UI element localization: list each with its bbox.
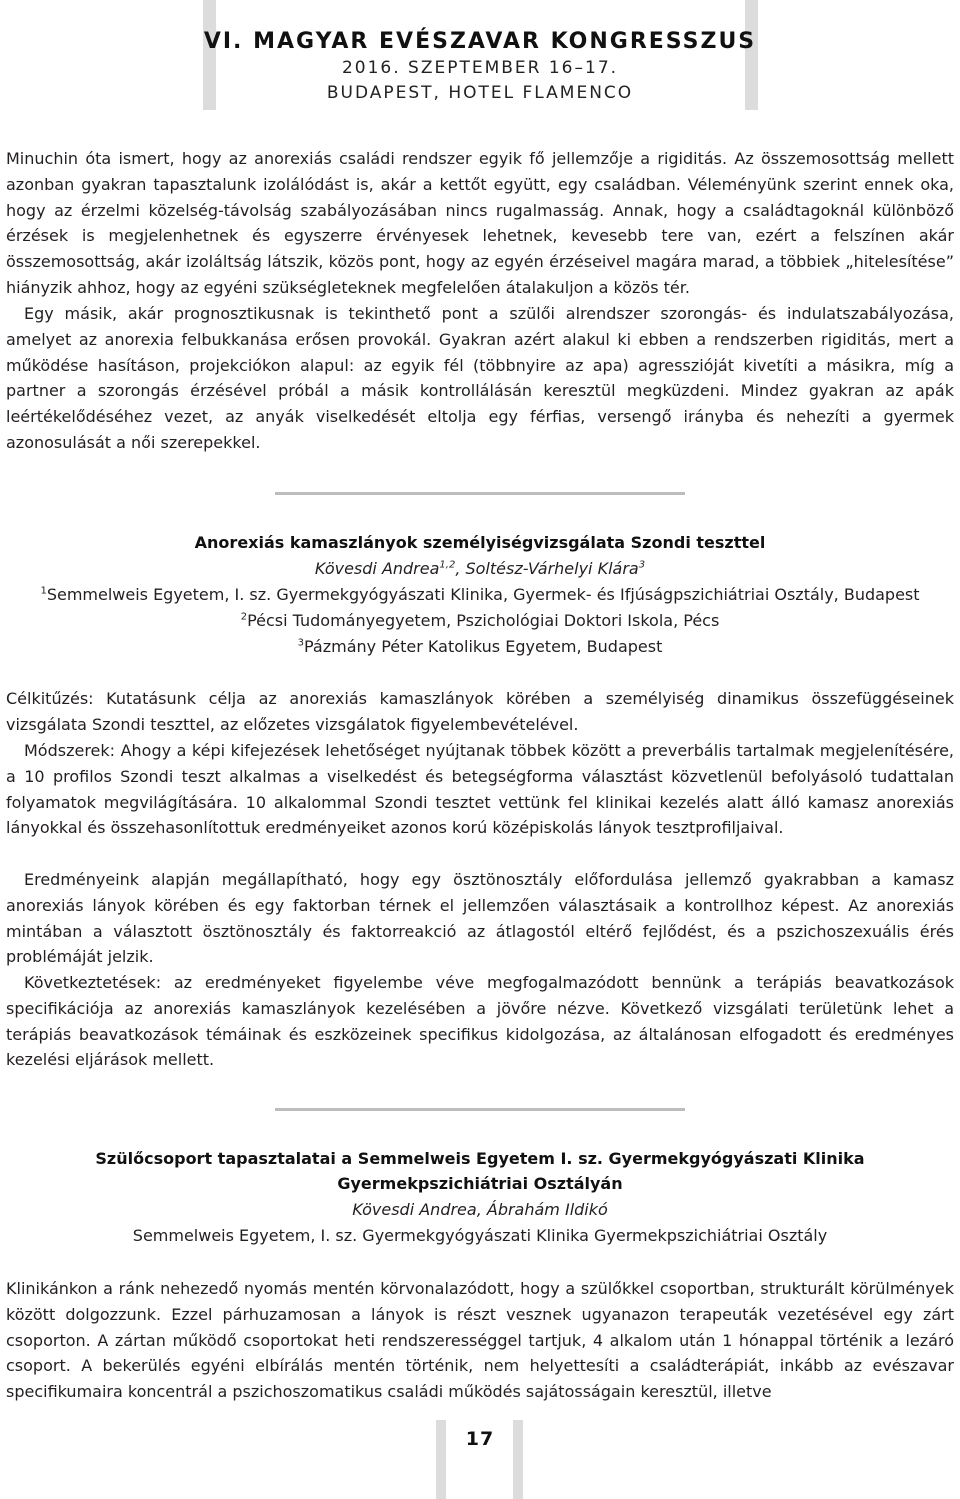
abstract-1-results: Eredményeink alapján megállapítható, hogy egy ösztönosztály előfordulása jellemző gyakrabban a kamasz anorexiás lányok körében és egy faktorban térnek el jellemzően választásaik a kontrollhoz képest. Az anorexiás mintában a választott ösztönosztály és faktorreakció az átlagostól eltérő fejlődést, és a pszichoszexuális érés problémáját jelzik. (6, 870, 954, 967)
abstract-1-affiliation-1: $^1$Semmelweis Egyetem, I. sz. Gyermekgyógyászati Klinika, Gyermek- és Ifjúságpszichiátriai Osztály, Budapest (40, 585, 920, 604)
abstract-1-affiliation-2: $^2$Pécsi Tudományegyetem, Pszichológiai Doktori Iskola, Pécs (240, 611, 720, 630)
page-header (0, 28, 960, 106)
conclusion-label: Következtetések: (24, 973, 162, 992)
aim-label: Célkitűzés: (6, 689, 94, 708)
page-number: 17 (465, 1428, 495, 1450)
abstract-2-body: Klinikánkon a ránk nehezedő nyomás mentén körvonalazódott, hogy a szülőkkel csoportban, strukturált körülmények között dolgozzunk. Ezzel párhuzamosan a lányok is részt vesznek ugyanazon terapeuták vezetésével egy zárt csoporton. A zártan működő csoportokat heti rendszerességgel tartjuk, 4 alkalom után 1 hónappal történik a lezáró csoport. A bekerülés egyéni elbírálás mentén történik, nem helyettesíti a családterápiát, inkább az evészavar specifikumaira koncentrál a pszichoszomatikus családi működés sajátosságain keresztül, illetve (6, 1279, 954, 1402)
abstract-2-affiliation: Semmelweis Egyetem, I. sz. Gyermekgyógyászati Klinika Gyermekpszichiátriai Osztály (132, 1226, 828, 1245)
section-divider (275, 492, 685, 495)
abstract-1-methods: Módszerek: Ahogy a képi kifejezések lehetőséget nyújtanak többek között a preverbális tartalmak megjelenítésére, a 10 profilos Szondi teszt alkalmas a viselkedést és betegségforma választást közvetlenül befolyásoló tudattalan folyamatok megvilágítására. 10 alkalommal Szondi tesztet vettünk fel klinikai kezelés alatt álló kamasz anorexiás lányokkal és összehasonlítottuk eredményeiket azonos korú középiskolás lányok tesztprofiljaival. (6, 741, 954, 838)
abstract-2-title-line-2: Gyermekpszichiátriai Osztályán (337, 1174, 623, 1193)
abstract-2-authors: Kövesdi Andrea, Ábrahám Ildikó (352, 1200, 608, 1219)
abstract-1-aim: Célkitűzés: Kutatásunk célja az anorexiás kamaszlányok körében a személyiség dinamikus összefüggéseinek vizsgálata Szondi teszttel, az előzetes vizsgálatok figyelembevételével. (6, 689, 954, 734)
methods-label: Módszerek: (24, 741, 116, 760)
conference-title: VI. MAGYAR EVÉSZAVAR KONGRESSZUS (203, 29, 757, 54)
section-divider (275, 1108, 685, 1111)
intro-paragraph-1: Minuchin óta ismert, hogy az anorexiás családi rendszer egyik fő jellemzője a rigiditás. Az összemosottság mellett azonban gyakran tapasztalunk izolálódást is, akár a kettőt együtt, egy családban. Véleményünk szerint ennek oka, hogy az érzelmi közelség-távolság szabályozásában nincs rugalmasság. Annak, hogy a családtagoknál különböző érzések is megjelenhetnek és egyszerre érvényesek lehetnek, kevesebb tere van, ezért a felszínen akár összemosottság, akár izoláltság látszik, közös pont, hogy az egyén érzéseivel magára marad, a többiek „hitelesítése” hiányzik ahhoz, hogy az egyéni szükségleteknek megfelelően átalakuljon a közös tér. (6, 149, 954, 297)
abstract-1-title: Anorexiás kamaszlányok személyiségvizsgálata Szondi teszttel (194, 533, 766, 552)
intro-paragraph-2: Egy másik, akár prognosztikusnak is tekinthető pont a szülői alrendszer szorongás- és indulatszabályozása, amelyet az anorexia felbukkanása erősen provokál. Gyakran azért alakul ki ebben a rendszerben rigiditás, mert a működése hasításon, projekciókon alapul: az egyik fél (többnyire az apa) agresszióját kivetíti a másikra, míg a partner a szorongás érzésével próbál a másik kontrollálásán keresztül megküzdeni. Mindez gyakran az apák leértékelődéséhez vezet, az anyák viselkedését eltolja egy férfias, versengő irányba és nehezíti a gyermek azonosulását a női szerepekkel. (6, 304, 954, 452)
conference-venue: BUDAPEST, HOTEL FLAMENCO (326, 83, 634, 103)
conference-date: 2016. SZEPTEMBER 16–17. (341, 58, 619, 78)
abstract-1-authors: Kövesdi Andrea$^{1,2}$, Soltész-Várhelyi Klára$^3$ (314, 559, 646, 578)
abstract-2-title-line-1: Szülőcsoport tapasztalatai a Semmelweis Egyetem I. sz. Gyermekgyógyászati Klinika (95, 1149, 865, 1168)
abstract-1-conclusion: Következtetések: az eredményeket figyelembe véve megfogalmazódott bennünk a terápiás beavatkozások specifikációja az anorexiás kamaszlányok kezelésében a jövőre nézve. Következő vizsgálati területünk lehet a terápiás beavatkozások témáinak és eszközeinek specifikus kidolgozása, az általánosan elfogadott és eredményes kezelési eljárások mellett. (6, 973, 954, 1070)
abstract-1-affiliation-3: $^3$Pázmány Péter Katolikus Egyetem, Budapest (297, 637, 663, 656)
